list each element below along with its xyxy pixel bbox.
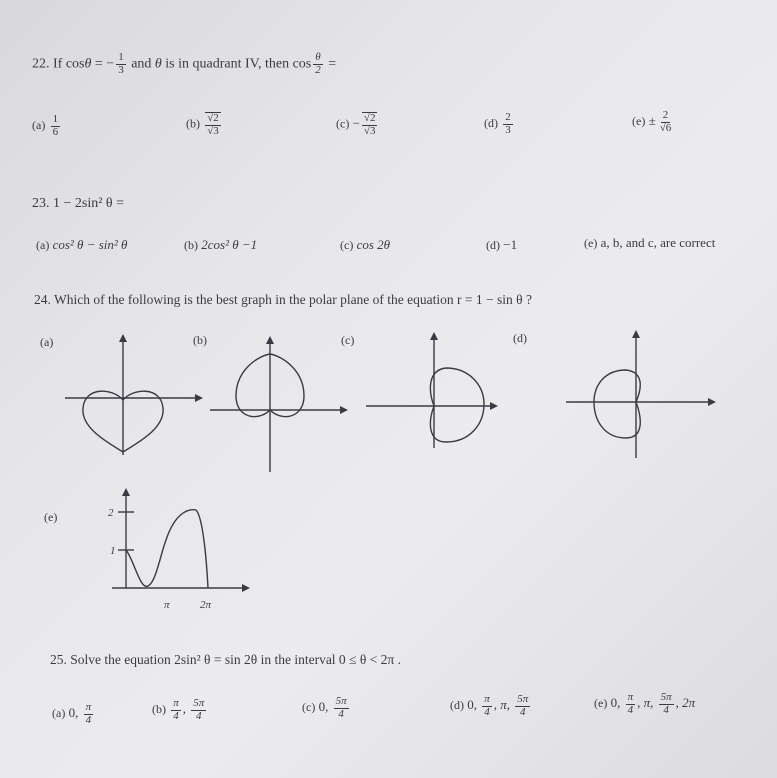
q22-option-c[interactable]: (c) − $\frac{√2}{√3}$ bbox=[336, 112, 376, 137]
q23-stem: 23. 1 − 2sin² θ = bbox=[32, 196, 125, 211]
graph-c bbox=[362, 328, 512, 458]
q23-option-e[interactable]: (e) a, b, and c, are correct bbox=[584, 235, 716, 250]
graph-e bbox=[90, 480, 260, 620]
q24-label-d[interactable]: (d) bbox=[513, 331, 527, 345]
graph-e-xtick-2pi: 2π bbox=[200, 599, 212, 611]
q25-option-d[interactable]: (d) 0, $\frac{\pi}{4}$ , π, $\frac{5\pi}{4}$ bbox=[450, 693, 529, 718]
q24-label-b[interactable]: (b) bbox=[193, 333, 207, 347]
q23-option-b[interactable]: (b) 2cos² θ −1 bbox=[184, 237, 258, 252]
graph-e-ytick-1: 1 bbox=[110, 545, 116, 557]
q24-stem: 24. Which of the following is the best graph in the polar plane of the equation r = 1 − sin θ ? bbox=[34, 292, 532, 307]
q22-option-d[interactable]: (d) $\frac{2}{3}$ bbox=[484, 111, 511, 136]
q22-option-b[interactable]: (b) $\frac{√2}{√3}$ bbox=[186, 112, 219, 137]
graph-e-ytick-2: 2 bbox=[108, 507, 114, 519]
q22-stem: 22. If cosθ = − $\frac{1}{3}$ and θ is in quadrant IV, then cos $\frac{\theta}{2}$ = bbox=[32, 51, 337, 76]
q22-option-e[interactable]: (e) ± $\frac{2}{√6}$ bbox=[632, 109, 672, 134]
graph-d bbox=[560, 328, 720, 468]
q25-option-c[interactable]: (c) 0, $\frac{5\pi}{4}$ bbox=[302, 695, 347, 720]
graph-b bbox=[200, 330, 350, 480]
graph-e-xtick-pi: π bbox=[164, 599, 170, 611]
q25-stem: 25. Solve the equation 2sin² θ = sin 2θ in the interval 0 ≤ θ < 2π . bbox=[50, 652, 401, 667]
q24-label-c[interactable]: (c) bbox=[341, 333, 355, 347]
q23-option-a[interactable]: (a) cos² θ − sin² θ bbox=[36, 237, 128, 252]
q25-option-b[interactable]: (b) $\frac{\pi}{4}$ , $\frac{5\pi}{4}$ bbox=[152, 697, 205, 722]
q23-option-d[interactable]: (d) −1 bbox=[486, 237, 518, 252]
q24-label-e[interactable]: (e) bbox=[44, 510, 58, 524]
q22-option-a[interactable]: (a) $\frac{1}{6}$ bbox=[32, 113, 59, 138]
q23-option-c[interactable]: (c) cos 2θ bbox=[340, 237, 391, 252]
q25-option-e[interactable]: (e) 0, $\frac{\pi}{4}$ , π, $\frac{5\pi}{4}$ , 2π bbox=[594, 691, 696, 716]
q25-option-a[interactable]: (a) 0, $\frac{\pi}{4}$ bbox=[52, 701, 92, 726]
q24-label-a[interactable]: (a) bbox=[40, 335, 54, 349]
graph-a bbox=[55, 330, 205, 460]
